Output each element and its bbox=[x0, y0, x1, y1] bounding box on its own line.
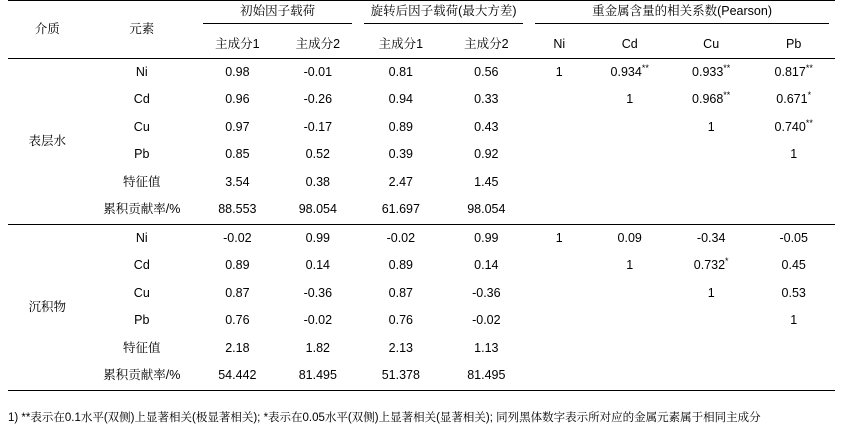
value-init-pc1: -0.02 bbox=[197, 225, 277, 253]
header-group-initial-label: 初始因子载荷 bbox=[203, 5, 352, 24]
value-corr-pb bbox=[752, 142, 835, 170]
element-cell: Pb bbox=[134, 147, 150, 162]
value-text: 1 bbox=[555, 230, 563, 245]
value-corr-cu bbox=[670, 363, 752, 391]
value-corr-cd bbox=[589, 280, 669, 308]
value-rot-pc1: 0.76 bbox=[388, 313, 413, 328]
value-init-pc1: 0.85 bbox=[225, 147, 250, 162]
table-row bbox=[8, 142, 835, 170]
value-text: 0.934 bbox=[610, 64, 642, 79]
value-corr-cd bbox=[589, 59, 669, 87]
element-cell: Cu bbox=[133, 119, 150, 134]
value-rot-pc1: 0.87 bbox=[388, 285, 413, 300]
value-text: 1 bbox=[555, 64, 563, 79]
header-init-pc2: 主成分2 bbox=[295, 36, 341, 51]
value-rot-pc1: 2.13 bbox=[388, 340, 413, 355]
value-corr-ni bbox=[529, 253, 589, 281]
value-rot-pc2: 0.92 bbox=[474, 147, 499, 162]
header-corr-ni: Ni bbox=[553, 36, 566, 51]
value-corr-pb bbox=[752, 253, 835, 281]
table-row bbox=[8, 225, 835, 253]
value-rot-pc1: 0.81 bbox=[358, 59, 444, 87]
value-text: -0.05 bbox=[779, 230, 808, 245]
value-text: 0.740 bbox=[774, 119, 806, 134]
element-cell: Cu bbox=[133, 285, 150, 300]
value-corr-cd bbox=[589, 169, 669, 197]
value-rot-pc1: 61.697 bbox=[381, 202, 420, 217]
value-rot-pc2: 0.14 bbox=[474, 258, 499, 273]
value-rot-pc1: 0.39 bbox=[388, 147, 413, 162]
value-rot-pc2: 0.56 bbox=[444, 59, 530, 87]
element-cell: Ni bbox=[86, 59, 197, 87]
value-text: 0.45 bbox=[781, 258, 806, 273]
value-corr-cu bbox=[670, 114, 752, 142]
value-corr-cu bbox=[670, 169, 752, 197]
header-group-rotated-label: 旋转后因子载荷(最大方差) bbox=[364, 5, 523, 24]
value-corr-ni bbox=[529, 197, 589, 225]
value-corr-pb bbox=[752, 308, 835, 336]
significance-marker: ** bbox=[805, 117, 813, 128]
table-row bbox=[8, 114, 835, 142]
value-text: 1 bbox=[707, 285, 715, 300]
value-text: 0.53 bbox=[781, 285, 806, 300]
value-rot-pc1: 2.47 bbox=[388, 174, 413, 189]
significance-marker: ** bbox=[805, 62, 813, 73]
value-init-pc1: 3.54 bbox=[225, 174, 250, 189]
table-row bbox=[8, 363, 835, 391]
table-bottom-rule bbox=[8, 391, 835, 392]
value-init-pc2: 0.38 bbox=[305, 174, 330, 189]
header-init-pc1: 主成分1 bbox=[215, 36, 260, 51]
value-init-pc1: 0.96 bbox=[225, 92, 250, 107]
value-init-pc1: 54.442 bbox=[218, 368, 257, 383]
value-init-pc1: 2.18 bbox=[225, 340, 250, 355]
value-text: 0.09 bbox=[617, 230, 642, 245]
header-rot-pc1: 主成分1 bbox=[378, 36, 424, 51]
value-rot-pc1: 51.378 bbox=[381, 368, 420, 383]
value-corr-ni bbox=[529, 280, 589, 308]
value-init-pc2: 81.495 bbox=[298, 368, 337, 383]
value-corr-cd bbox=[589, 225, 669, 253]
value-rot-pc2: 0.43 bbox=[474, 119, 499, 134]
header-group-correlation-label: 重金属含量的相关系数(Pearson) bbox=[535, 5, 829, 24]
value-init-pc2: 0.14 bbox=[305, 258, 330, 273]
value-init-pc1: 0.89 bbox=[225, 258, 250, 273]
value-init-pc2: 0.52 bbox=[305, 147, 330, 162]
value-rot-pc2: 81.495 bbox=[467, 368, 506, 383]
value-corr-cd bbox=[589, 87, 669, 115]
significance-marker: * bbox=[807, 90, 812, 101]
table-row bbox=[8, 280, 835, 308]
value-corr-cd bbox=[589, 142, 669, 170]
value-init-pc2: -0.36 bbox=[303, 285, 333, 300]
value-corr-pb bbox=[752, 363, 835, 391]
element-cell: 特征值 bbox=[123, 174, 161, 189]
value-rot-pc1: 0.89 bbox=[388, 258, 413, 273]
value-corr-ni bbox=[529, 114, 589, 142]
factor-loading-table bbox=[8, 0, 835, 391]
value-corr-cd bbox=[589, 335, 669, 363]
value-init-pc2: -0.17 bbox=[303, 119, 333, 134]
header-group-initial bbox=[197, 1, 358, 32]
element-cell: 累积贡献率/% bbox=[103, 202, 181, 217]
value-corr-pb bbox=[752, 169, 835, 197]
media-cell: 沉积物 bbox=[8, 225, 86, 391]
value-init-pc1: 0.97 bbox=[225, 119, 250, 134]
value-rot-pc2: 0.33 bbox=[474, 92, 499, 107]
header-group-correlation bbox=[529, 1, 835, 32]
header-media: 介质 bbox=[8, 1, 86, 59]
value-rot-pc2: -0.02 bbox=[472, 313, 501, 328]
value-corr-cu bbox=[670, 253, 752, 281]
element-cell: Cd bbox=[133, 92, 150, 107]
value-corr-pb bbox=[752, 335, 835, 363]
value-rot-pc2: 0.99 bbox=[444, 225, 530, 253]
value-rot-pc1: 0.89 bbox=[388, 119, 413, 134]
table-footnote: 1) **表示在0.1水平(双侧)上显著相关(极显著相关); *表示在0.05水平(双侧)上显著相关(显著相关); 同列黑体数字表示所对应的金属元素属于相同主成分 bbox=[8, 412, 761, 425]
element-cell: 特征值 bbox=[123, 340, 161, 355]
media-cell: 表层水 bbox=[8, 59, 86, 225]
value-corr-cd bbox=[589, 308, 669, 336]
value-text: 1 bbox=[626, 258, 634, 273]
table-row bbox=[8, 169, 835, 197]
element-cell: Cd bbox=[133, 258, 150, 273]
value-corr-pb bbox=[752, 114, 835, 142]
value-corr-cd bbox=[589, 363, 669, 391]
value-corr-cd bbox=[589, 114, 669, 142]
header-corr-pb: Pb bbox=[786, 36, 802, 51]
value-rot-pc2: -0.36 bbox=[472, 285, 501, 300]
value-text: 1 bbox=[626, 92, 634, 107]
value-rot-pc1: 0.94 bbox=[388, 92, 413, 107]
value-text: 1 bbox=[790, 313, 798, 328]
element-cell: Pb bbox=[134, 313, 150, 328]
value-init-pc1: 0.98 bbox=[197, 59, 277, 87]
value-corr-cu bbox=[670, 225, 752, 253]
value-init-pc2: -0.02 bbox=[303, 313, 333, 328]
value-corr-ni bbox=[529, 363, 589, 391]
value-corr-cd bbox=[589, 197, 669, 225]
value-corr-pb bbox=[752, 197, 835, 225]
value-init-pc1: 0.76 bbox=[225, 313, 250, 328]
value-init-pc2: -0.26 bbox=[303, 92, 333, 107]
table-row bbox=[8, 59, 835, 87]
value-text: 1 bbox=[707, 119, 715, 134]
element-cell: Ni bbox=[86, 225, 197, 253]
value-corr-ni bbox=[529, 308, 589, 336]
value-init-pc2: -0.01 bbox=[278, 59, 358, 87]
value-corr-ni bbox=[529, 59, 589, 87]
significance-marker: ** bbox=[723, 90, 731, 101]
value-init-pc1: 88.553 bbox=[218, 202, 257, 217]
value-init-pc2: 0.99 bbox=[278, 225, 358, 253]
significance-marker: ** bbox=[641, 62, 649, 73]
header-corr-cu: Cu bbox=[703, 36, 720, 51]
value-corr-cu bbox=[670, 197, 752, 225]
value-text: 0.968 bbox=[692, 92, 724, 107]
value-corr-cu bbox=[670, 280, 752, 308]
value-text: 0.933 bbox=[692, 64, 724, 79]
value-init-pc2: 1.82 bbox=[305, 340, 330, 355]
value-corr-ni bbox=[529, 87, 589, 115]
value-init-pc1: 0.87 bbox=[225, 285, 250, 300]
table-row bbox=[8, 335, 835, 363]
header-corr-cd: Cd bbox=[621, 36, 638, 51]
significance-marker: ** bbox=[723, 62, 731, 73]
table-row bbox=[8, 87, 835, 115]
table-row bbox=[8, 253, 835, 281]
significance-marker: * bbox=[725, 256, 729, 267]
header-group-rotated bbox=[358, 1, 529, 32]
value-rot-pc2: 1.45 bbox=[474, 174, 499, 189]
header-element: 元素 bbox=[86, 1, 197, 59]
value-corr-cd bbox=[589, 253, 669, 281]
value-corr-cu bbox=[670, 308, 752, 336]
value-corr-ni bbox=[529, 169, 589, 197]
value-rot-pc2: 1.13 bbox=[474, 340, 499, 355]
value-corr-pb bbox=[752, 280, 835, 308]
value-corr-cu bbox=[670, 142, 752, 170]
header-rot-pc2: 主成分2 bbox=[464, 36, 509, 51]
value-rot-pc1: -0.02 bbox=[358, 225, 444, 253]
value-corr-ni bbox=[529, 225, 589, 253]
value-text: 0.732 bbox=[693, 258, 726, 273]
table-row bbox=[8, 308, 835, 336]
value-text: 0.817 bbox=[774, 64, 806, 79]
value-init-pc2: 98.054 bbox=[298, 202, 337, 217]
value-corr-cu bbox=[670, 59, 752, 87]
header-row-groups bbox=[8, 1, 835, 32]
value-corr-pb bbox=[752, 87, 835, 115]
value-corr-cu bbox=[670, 335, 752, 363]
element-cell: 累积贡献率/% bbox=[103, 368, 181, 383]
value-corr-pb bbox=[752, 59, 835, 87]
table-row bbox=[8, 197, 835, 225]
value-text: 0.671 bbox=[776, 92, 808, 107]
value-corr-ni bbox=[529, 142, 589, 170]
value-corr-cu bbox=[670, 87, 752, 115]
value-corr-pb bbox=[752, 225, 835, 253]
value-text: -0.34 bbox=[696, 230, 726, 245]
value-rot-pc2: 98.054 bbox=[467, 202, 506, 217]
value-text: 1 bbox=[790, 147, 798, 162]
value-corr-ni bbox=[529, 335, 589, 363]
